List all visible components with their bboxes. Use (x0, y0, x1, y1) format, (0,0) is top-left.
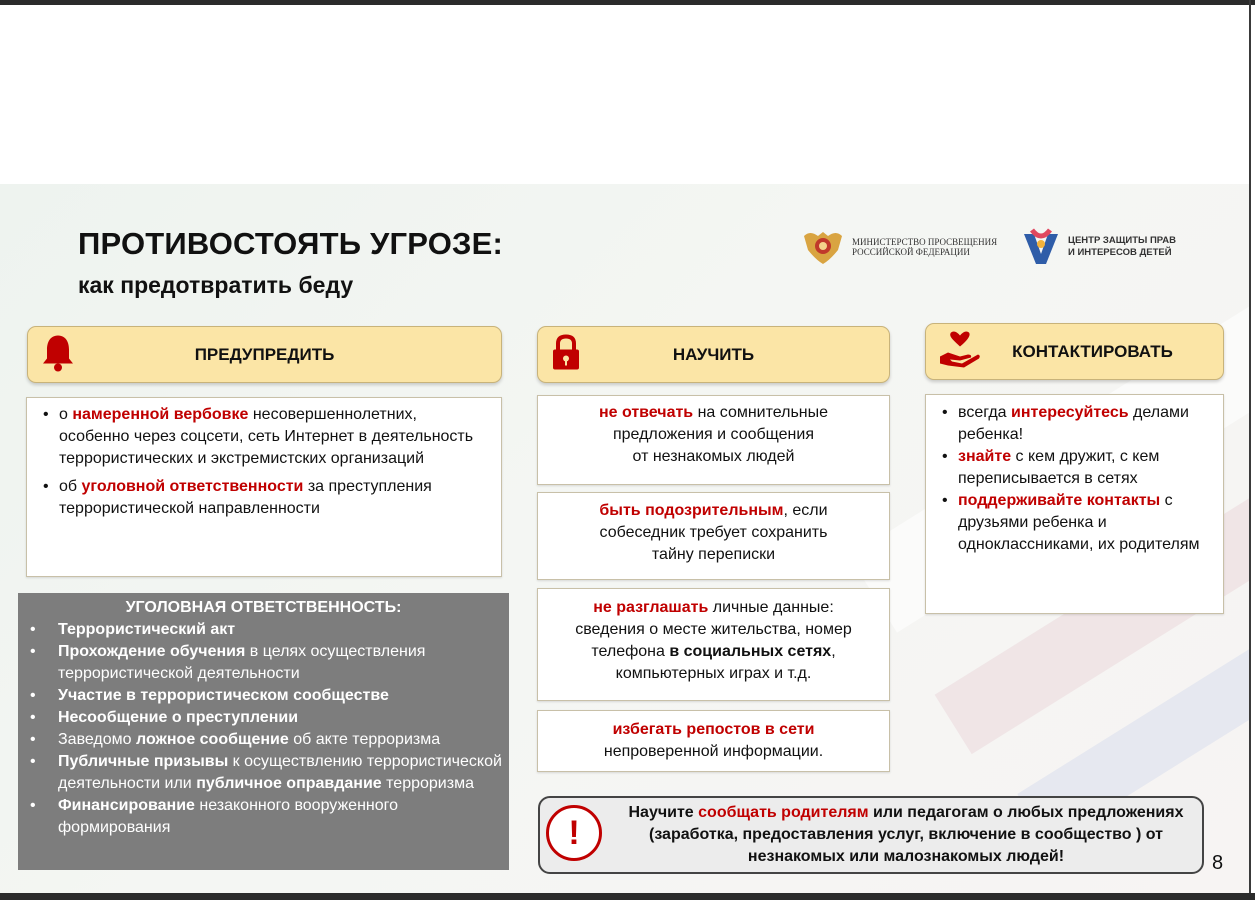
criminal-liability-title: УГОЛОВНАЯ ОТВЕТСТВЕННОСТЬ: (125, 599, 402, 616)
top-border (0, 0, 1255, 5)
bottom-border (0, 893, 1255, 900)
alert-text: Научите сообщать родителям или педагогам о любых предложениях (заработка, предоставления услуг, включение в сообщество ) от незнакомых или малознакомых людей! (628, 804, 1184, 865)
lock-icon (550, 333, 582, 376)
coat-of-arms-icon (800, 226, 846, 268)
ministry-logo (800, 226, 997, 268)
ministry-name-line1: МИНИСТЕРСТВО ПРОСВЕЩЕНИЯ (852, 237, 998, 247)
criminal-item: • Участие в террористическом сообществе (18, 685, 509, 707)
warn-item: • о намеренной вербовке несовершеннолетних, особенно через соцсети, сеть Интернет в деятельность террористических и экстремистских организаций (41, 404, 487, 470)
criminal-item: • Заведомо ложное сообщение об акте терроризма (18, 729, 509, 751)
page-number: 8 (1212, 852, 1224, 874)
page-subtitle: как предотвратить беду (78, 272, 354, 298)
teach-box: быть подозрительным, если собеседник требует сохранить тайну переписки (537, 492, 890, 580)
teach-box: избегать репостов в сети непроверенной информации. (537, 710, 890, 772)
contact-box (925, 394, 1224, 614)
warn-item: • об уголовной ответственности за преступления террористической направленности (41, 476, 487, 520)
contact-item: • знайте с кем дружит, с кем переписывается в сетях (940, 446, 1207, 490)
center-logo-icon (1020, 226, 1062, 268)
criminal-item: • Несообщение о преступлении (18, 707, 509, 729)
center-name-line2: И ИНТЕРЕСОВ ДЕТЕЙ (1068, 247, 1172, 258)
criminal-item: • Террористический акт (18, 619, 509, 641)
criminal-liability-box (18, 593, 509, 870)
contact-item: • поддерживайте контакты с друзьями ребенка и одноклассниками, их родителям (940, 490, 1207, 556)
header-warn (27, 326, 502, 383)
page-title: ПРОТИВОСТОЯТЬ УГРОЗЕ: (78, 226, 504, 261)
header-teach (537, 326, 890, 383)
warn-box (26, 397, 502, 577)
criminal-item: • Публичные призывы к осуществлению террористической деятельности или публичное оправдание терроризма (18, 751, 509, 795)
header-teach-label: НАУЧИТЬ (672, 344, 755, 364)
contact-item: • всегда интересуйтесь делами ребенка! (940, 402, 1207, 446)
alert-box (538, 796, 1204, 874)
heart-hand-icon (938, 330, 982, 373)
center-name-line1: ЦЕНТР ЗАЩИТЫ ПРАВ (1068, 235, 1177, 246)
bell-icon (40, 332, 76, 377)
teach-box: не разглашать личные данные: сведения о месте жительства, номер телефона в социальных сетях, компьютерных играх и т.д. (537, 588, 890, 701)
ministry-name-line2: РОССИЙСКОЙ ФЕДЕРАЦИИ (852, 247, 970, 257)
criminal-item: • Финансирование незаконного вооруженного формирования (18, 795, 509, 839)
exclamation-icon: ! (546, 805, 602, 861)
header-warn-label: ПРЕДУПРЕДИТЬ (194, 344, 335, 364)
criminal-item: • Прохождение обучения в целях осуществления террористической деятельности (18, 641, 509, 685)
right-border (1249, 0, 1251, 900)
header-contact (925, 323, 1224, 380)
teach-box: не отвечать на сомнительные предложения и сообщения от незнакомых людей (537, 395, 890, 485)
header-contact-label: КОНТАКТИРОВАТЬ (1012, 341, 1173, 361)
center-logo (1020, 226, 1176, 268)
